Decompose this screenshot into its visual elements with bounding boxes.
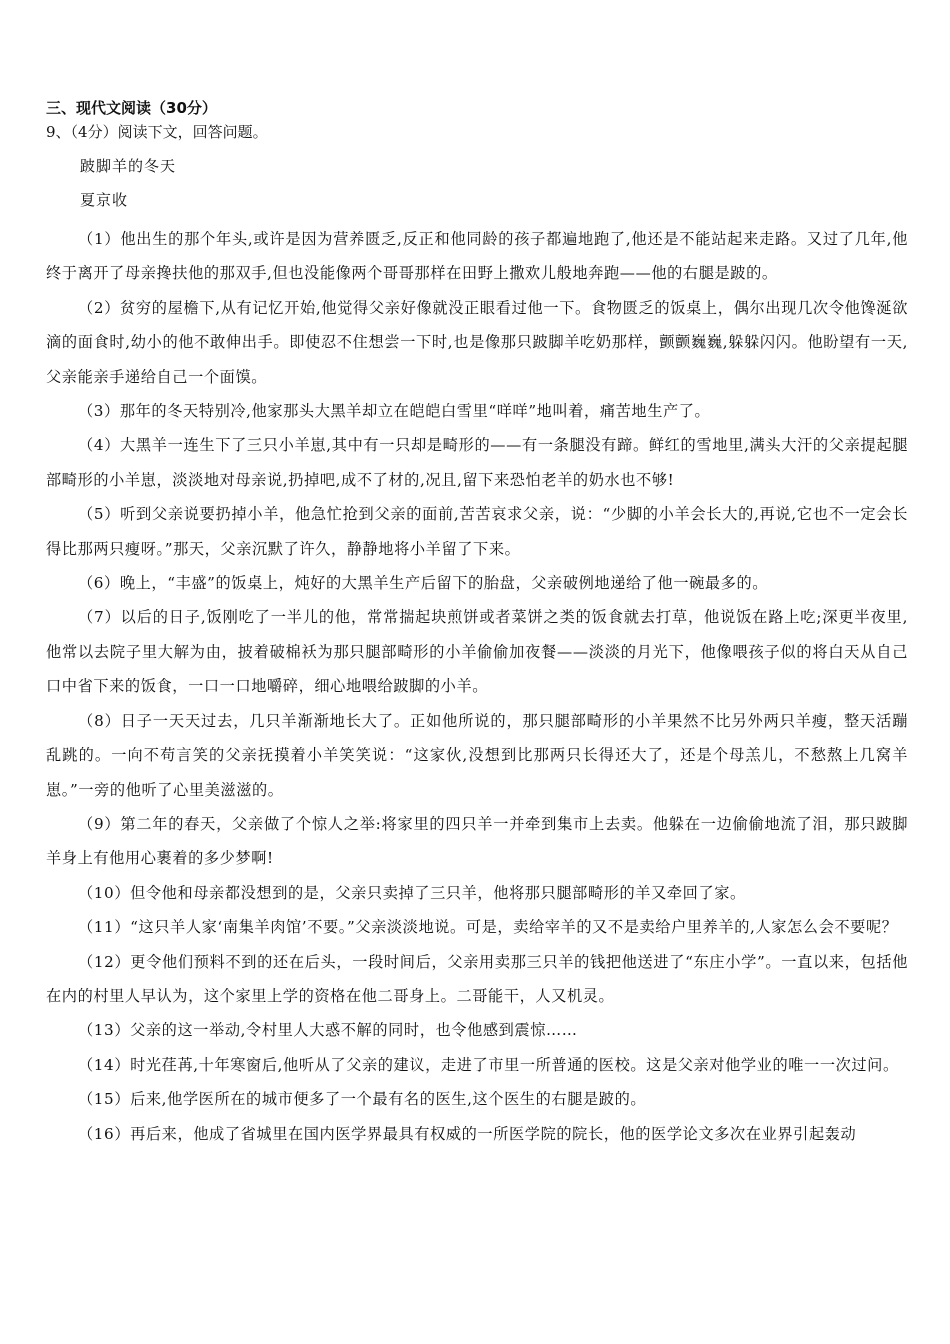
document-page (46, 98, 908, 1151)
paragraph-10: （10）但令他和母亲都没想到的是，父亲只卖掉了三只羊，他将那只腿部畸形的羊又牵回了家。 (78, 883, 746, 902)
paragraph-16: （16）再后来，他成了省城里在国内医学界最具有权威的一所医学院的院长，他的医学论文多次在业界引起轰动 (78, 1124, 857, 1143)
paragraph-14: （14）时光荏苒,十年寒窗后,他听从了父亲的建议，走进了市里一所普通的医校。这是父亲对他学业的唯一一次过问。 (78, 1055, 899, 1074)
paragraph-8: （8）日子一天天过去，几只羊渐渐地长大了。正如他所说的，那只腿部畸形的小羊果然不比另外两只羊瘦，整天活蹦乱跳的。一向不苟言笑的父亲抚摸着小羊笑笑说：“这家伙,没想到比那两只长得还大了，还是个母羔儿，不愁熬上几窝羊崽。”一旁的他听了心里美滋滋的。 (46, 711, 908, 799)
paragraph-2: （2）贫穷的屋檐下,从有记忆开始,他觉得父亲好像就没正眼看过他一下。食物匮乏的饭桌上，偶尔出现几次令他馋涎欲滴的面食时,幼小的他不敢伸出手。即使忍不住想尝一下时,也是像那只跛脚羊吃奶那样，颤颤巍巍,躲躲闪闪。他盼望有一天,父亲能亲手递给自己一个面馍。 (46, 298, 908, 386)
paragraph-3: （3）那年的冬天特别冷,他家那头大黑羊却立在皑皑白雪里“咩咩”地叫着，痛苦地生产了。 (78, 402, 711, 421)
paragraph-12: （12）更令他们预料不到的还在后头，一段时间后，父亲用卖那三只羊的钱把他送进了“东庄小学”。一直以来，包括他在内的村里人早认为，这个家里上学的资格在他二哥身上。二哥能干，人又机灵。 (46, 952, 908, 1005)
paragraph-1: （1）他出生的那个年头,或许是因为营养匮乏,反正和他同龄的孩子都遍地跑了,他还是不能站起来走路。又过了几年,他终于离开了母亲搀扶他的那双手,但也没能像两个哥哥那样在田野上撒欢儿般地奔跑——他的右腿是跛的。 (46, 230, 908, 283)
paragraph-7: （7）以后的日子,饭刚吃了一半儿的他，常常揣起块煎饼或者菜饼之类的饭食就去打草，他说饭在路上吃;深更半夜里,他常以去院子里大解为由，披着破棉袄为那只腿部畸形的小羊偷偷加夜餐——淡淡的月光下，他像喂孩子似的将白天从自己口中省下来的饭食，一口一口地嚼碎，细心地喂给跛脚的小羊。 (46, 608, 908, 696)
paragraph-9: （9）第二年的春天，父亲做了个惊人之举:将家里的四只羊一并牵到集市上去卖。他躲在一边偷偷地流了泪，那只跛脚羊身上有他用心裹着的多少梦啊! (46, 814, 908, 868)
paragraph-6: （6）晚上，“丰盛”的饭桌上，炖好的大黑羊生产后留下的胎盘，父亲破例地递给了他一碗最多的。 (78, 574, 769, 593)
paragraph-11: （11）“这只羊人家‘南集羊肉馆’不要。”父亲淡淡地说。可是，卖给宰羊的又不是卖给户里养羊的,人家怎么会不要呢？ (78, 918, 898, 937)
paragraph-13: （13）父亲的这一举动,令村里人大惑不解的同时，也令他感到震惊…… (78, 1021, 578, 1040)
article-body (46, 222, 908, 1151)
section-heading: 三、现代文阅读（30分） (46, 99, 217, 117)
article-author: 夏京收 (80, 191, 129, 209)
question-label: 9、（4分）阅读下文，回答问题。 (46, 123, 268, 141)
paragraph-5: （5）听到父亲说要扔掉小羊，他急忙抢到父亲的面前,苦苦哀求父亲，说：“少脚的小羊会长大的,再说,它也不一定会长得比那两只瘦呀。”那天，父亲沉默了许久，静静地将小羊留了下来。 (46, 505, 908, 558)
paragraph-15: （15）后来,他学医所在的城市便多了一个最有名的医生,这个医生的右腿是跛的。 (78, 1090, 647, 1109)
article-title: 跛脚羊的冬天 (80, 157, 177, 175)
paragraph-4: （4）大黑羊一连生下了三只小羊崽,其中有一只却是畸形的——有一条腿没有蹄。鲜红的雪地里,满头大汗的父亲提起腿部畸形的小羊崽，淡淡地对母亲说,扔掉吧,成不了材的,况且,留下来恐怕老羊的奶水也不够! (46, 436, 908, 489)
